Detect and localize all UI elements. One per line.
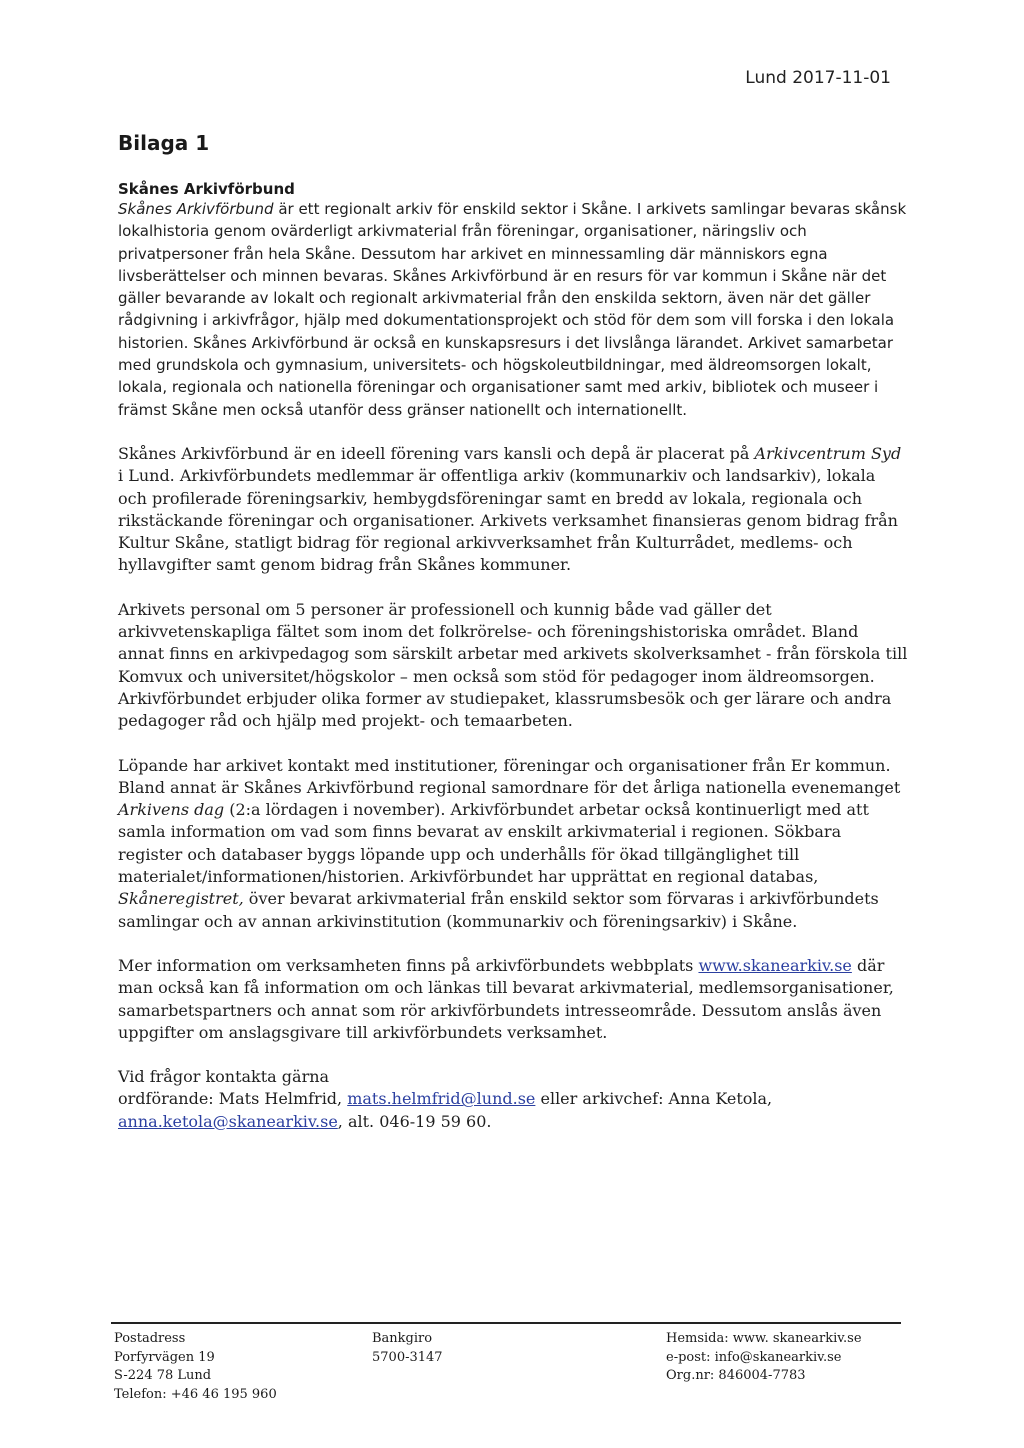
website-link[interactable]: www.skanearkiv.se	[698, 955, 852, 975]
paragraph-organization	[118, 443, 908, 577]
footer-website: Hemsida: www. skanearkiv.se	[666, 1331, 862, 1346]
body-text	[118, 198, 908, 1155]
paragraph-contacts-text-a: Löpande har arkivet kontakt med institutioner, föreningar och organisationer från Er kommun. Bland annat är Skånes Arkivförbund regional samordnare för det årliga nationella evenemanget	[118, 755, 901, 797]
organization-name-italic: Skånes Arkivförbund	[118, 200, 274, 218]
paragraph-organization-text-a: Skånes Arkivförbund är en ideell förening vars kansli och depå är placerat på	[118, 443, 755, 463]
paragraph-website	[118, 955, 908, 1044]
footer-postal-code: S-224 78 Lund	[114, 1368, 212, 1383]
footer-org-number: Org.nr: 846004-7783	[666, 1368, 806, 1383]
footer-address-label: Postadress	[114, 1331, 186, 1346]
chair-email-link[interactable]: mats.helmfrid@lund.se	[347, 1089, 536, 1109]
footer-bankgiro-number: 5700-3147	[372, 1349, 443, 1365]
paragraph-contacts-text-b: (2:a lördagen i november). Arkivförbundet arbetar också kontinuerligt med att samla information om vad som finns bevarat av enskilt arkivmaterial i regionen. Sökbara register och databaser byggs löpande upp och underhålls för ökad tillgänglighet till materialet/informationen/historien. Arkivförbundet har upprättat en regional databas,	[118, 800, 869, 887]
contact-intro-line: Vid frågor kontakta gärna	[118, 1067, 330, 1087]
footer-bankgiro-label: Bankgiro	[372, 1331, 433, 1346]
footer-email: e-post: info@skanearkiv.se	[666, 1349, 842, 1365]
footer-street: Porfyrvägen 19	[114, 1349, 215, 1365]
event-name: Arkivens dag	[118, 800, 225, 820]
database-name: Skåneregistret,	[118, 889, 244, 909]
paragraph-contact-info	[118, 1066, 908, 1133]
paragraph-organization-text-b: i Lund. Arkivförbundets medlemmar är offentliga arkiv (kommunarkiv och landsarkiv), lokala och profilerade föreningsarkiv, hembygdsföreningar samt en bredd av lokala, regionala och rikstäckande föreningar och organisationer. Arkivets verksamhet finansieras genom bidrag från Kultur Skåne, statligt bidrag för regional arkivverksamhet från Kulturrådet, medlems- och hyllavgifter samt genom bidrag från Skånes kommuner.	[118, 466, 898, 575]
section-heading: Skånes Arkivförbund	[118, 180, 295, 198]
contact-chair-label: ordförande: Mats Helmfrid,	[118, 1089, 348, 1109]
paragraph-intro	[118, 198, 908, 421]
footer-bank-column	[372, 1330, 443, 1367]
paragraph-website-text-b: där man också kan få information om och länkas till bevarat arkivmaterial, medlemsorganisationer, samarbetspartners och annat som rör arkivförbundets intresseområde. Dessutom anslås även uppgifter om anslagsgivare till arkivförbundets verksamhet.	[118, 955, 894, 1042]
paragraph-intro-text: är ett regionalt arkiv för enskild sektor i Skåne. I arkivets samlingar bevaras skånsk lokalhistoria genom ovärderligt arkivmaterial från föreningar, organisationer, näringsliv och privatpersoner från hela Skåne. Dessutom har arkivet en minnessamling där människors egna livsberättelser och minnen bevaras. Skånes Arkivförbund är en resurs för var kommun i Skåne när det gäller bevarande av lokalt och regionalt arkivmaterial från den enskilda sektorn, även när det gäller rådgivning i arkivfrågor, hjälp med dokumentationsprojekt och stöd för dem som vill forska i den lokala historien. Skånes Arkivförbund är också en kunskapsresurs i det livslånga lärandet. Arkivet samarbetar med grundskola och gymnasium, universitets- och högskoleutbildningar, med äldreomsorgen lokalt, lokala, regionala och nationella föreningar och organisationer samt med arkiv, bibliotek och museer i främst Skåne men också utanför dess gränser nationellt och internationellt.	[118, 200, 907, 419]
paragraph-website-text-a: Mer information om verksamheten finns på arkivförbundets webbplats	[118, 955, 699, 975]
footer-contact-column	[666, 1330, 862, 1386]
contact-archivist-label: eller arkivchef: Anna Ketola,	[535, 1089, 773, 1109]
contact-phone-text: , alt. 046-19 59 60.	[337, 1111, 492, 1131]
footer-phone: Telefon: +46 46 195 960	[114, 1386, 277, 1402]
paragraph-contacts-text-c: över bevarat arkivmaterial från enskild sektor som förvaras i arkivförbundets samlingar och av annan arkivinstitution (kommunarkiv och föreningsarkiv) i Skåne.	[118, 889, 879, 931]
footer-address-column	[114, 1330, 277, 1404]
arkivcentrum-name: Arkivcentrum Syd	[754, 443, 902, 463]
document-title: Bilaga 1	[118, 131, 210, 155]
paragraph-staff-text: Arkivets personal om 5 personer är professionell och kunnig både vad gäller det arkivvetenskapliga fältet som inom det folkrörelse- och föreningshistoriska området. Bland annat finns en arkivpedagog som särskilt arbetar med arkivets skolverksamhet - från förskola till Komvux och universitet/högskolor – men också som stöd för pedagoger inom äldreomsorgen. Arkivförbundet erbjuder olika former av studiepaket, klassrumsbesök och ger lärare och andra pedagoger råd och hjälp med projekt- och temaarbeten.	[118, 599, 908, 731]
document-date: Lund 2017-11-01	[745, 68, 891, 88]
footer-divider	[111, 1322, 901, 1324]
paragraph-contacts	[118, 755, 908, 933]
paragraph-staff	[118, 599, 908, 733]
archivist-email-link[interactable]: anna.ketola@skanearkiv.se	[118, 1111, 338, 1131]
